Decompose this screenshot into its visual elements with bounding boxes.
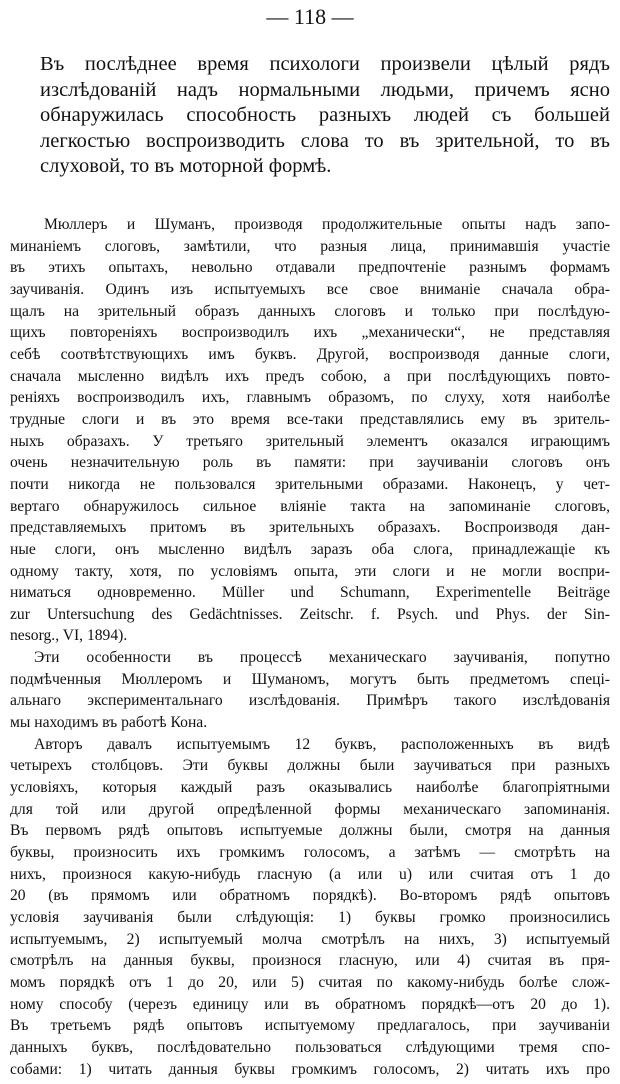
body-line: момъ порядкѣ отъ 1 до 20, или 5) считая по какому-нибудь болѣе слож- (10, 973, 610, 991)
body-line: условія заучиванія были слѣдующія: 1) буквы громко произносились (10, 909, 610, 926)
body-line: мы находимъ въ работѣ Кона. (10, 714, 208, 732)
body-line: Авторъ давалъ испытуемымъ 12 буквъ, расположенныхъ въ видѣ (34, 735, 610, 753)
intro-line: изслѣдованій надъ нормальными людьми, причемъ ясно (40, 78, 610, 101)
body-line: Мюллеръ и Шуманъ, производя продолжительные опыты надъ запо- (44, 216, 610, 233)
body-line: Въ первомъ рядѣ опытовъ испытуемые должны были, смотря на данныя (10, 822, 610, 840)
body-line: трудные слоги и въ это время все-таки представлялись ему въ зритель- (10, 410, 610, 428)
body-line: щалъ на зрительный образъ данныхъ слоговъ и только при послѣдую- (10, 302, 610, 320)
body-line: для той или другой опредѣленной формы механическаго запоминанія. (10, 800, 610, 818)
body-line: 20 (въ прямомъ или обратномъ порядкѣ). Во-второмъ рядѣ опытовъ (10, 887, 610, 905)
body-line: одному такту, хотя, по условіямъ опыта, эти слоги и не могли воспри- (10, 562, 610, 580)
body-line: условіяхъ, которыя каждый разъ оказывались наиболѣе благопріятными (10, 779, 610, 797)
body-line: смотрѣлъ на данныя буквы, произнося гласную, или 4) считая въ пря- (10, 952, 610, 970)
body-line: очень незначительную роль въ памяти: при заучиваніи слоговъ онъ (10, 454, 610, 472)
intro-line: Въ послѣднее время психологи произвели цѣлый рядъ (40, 53, 610, 75)
intro-line: обнаружилась способность разныхъ людей съ большей (40, 104, 610, 127)
body-line: ныхъ образахъ. У третьяго зрительный элементъ оказался играющимъ (10, 432, 610, 450)
body-line: альнаго экспериментальнаго изслѣдованія. Примѣръ такого изслѣдованія (10, 692, 610, 710)
body-line: вертаго обнаружилось сильное вліяніе такта на запоминаніе слоговъ, (10, 497, 610, 515)
body-line: собами: 1) читать данныя буквы громкимъ голосомъ, 2) читать ихъ про (10, 1060, 610, 1078)
body-line: представляемыхъ притомъ въ зрительныхъ образахъ. Воспроизводя дан- (10, 519, 610, 537)
body-text (10, 214, 610, 1080)
intro-line: легкостью воспроизводить слова то въ зрительной, то въ (40, 129, 610, 152)
body-line: нихъ, произнося какую-нибудь гласную (a или u) или считая отъ 1 до (10, 865, 610, 883)
body-line: почти никогда не пользовался зрительными образами. Наконецъ, у чет- (10, 475, 610, 493)
body-line: ному способу (черезъ единицу или въ обратномъ порядкѣ—отъ 20 до 1). (10, 995, 610, 1013)
body-line: четырехъ столбцовъ. Эти буквы должны были заучиваться при разныхъ (10, 757, 610, 775)
page-number: — 118 — (266, 4, 354, 29)
body-line: себѣ соотвѣтствующихъ имъ буквъ. Другой, воспроизводя данные слоги, (10, 345, 610, 363)
body-line: Эти особенности въ процессѣ механическаго заучиванія, попутно (34, 649, 610, 667)
body-line: ные слоги, онъ мысленно видѣлъ заразъ оба слога, принадлежащіе къ (10, 540, 610, 558)
body-line: подмѣченныя Мюллеромъ и Шуманомъ, могутъ быть предметомъ спеці- (10, 670, 610, 688)
intro-line: слуховой, то въ моторной формѣ. (40, 155, 332, 178)
body-line: ниматься одновременно. Müller und Schumann, Experimentelle Beiträge (10, 584, 610, 602)
body-line: минаніемъ слоговъ, замѣтили, что разныя лица, принимавшія участіе (10, 237, 610, 255)
body-line: въ этихъ опытахъ, невольно отдавали предпочтеніе разнымъ формамъ (10, 259, 610, 277)
body-line: заучиванія. Одинъ изъ испытуемыхъ все свое вниманіе сначала обра- (10, 280, 610, 298)
body-line: реніяхъ воспроизводилъ ихъ, главнымъ образомъ, по слуху, хотя наиболѣе (10, 389, 610, 407)
body-line: zur Untersuchung des Gedächtnisses. Zeitschr. f. Psych. und Phys. der Sin- (10, 605, 610, 623)
intro-paragraph (40, 52, 610, 180)
body-line: испытуемымъ, 2) испытуемый молча смотрѣлъ на нихъ, 3) испытуемый (10, 930, 610, 948)
body-line: сначала мысленно видѣлъ ихъ предъ собою, а при послѣдующихъ повто- (10, 367, 610, 385)
body-line: щихъ повтореніяхъ воспроизводилъ ихъ „механически“, не представляя (10, 324, 610, 342)
body-line: Въ третьемъ рядѣ опытовъ испытуемому предлагалось, при заучиваніи (10, 1017, 610, 1035)
body-line: nesorg., VI, 1894). (10, 627, 128, 645)
body-line: буквы, произносить ихъ громкимъ голосомъ, а затѣмъ — смотрѣть на (10, 844, 610, 862)
body-line: данныхъ буквъ, послѣдовательно пользоваться слѣдующими тремя спо- (10, 1038, 610, 1056)
